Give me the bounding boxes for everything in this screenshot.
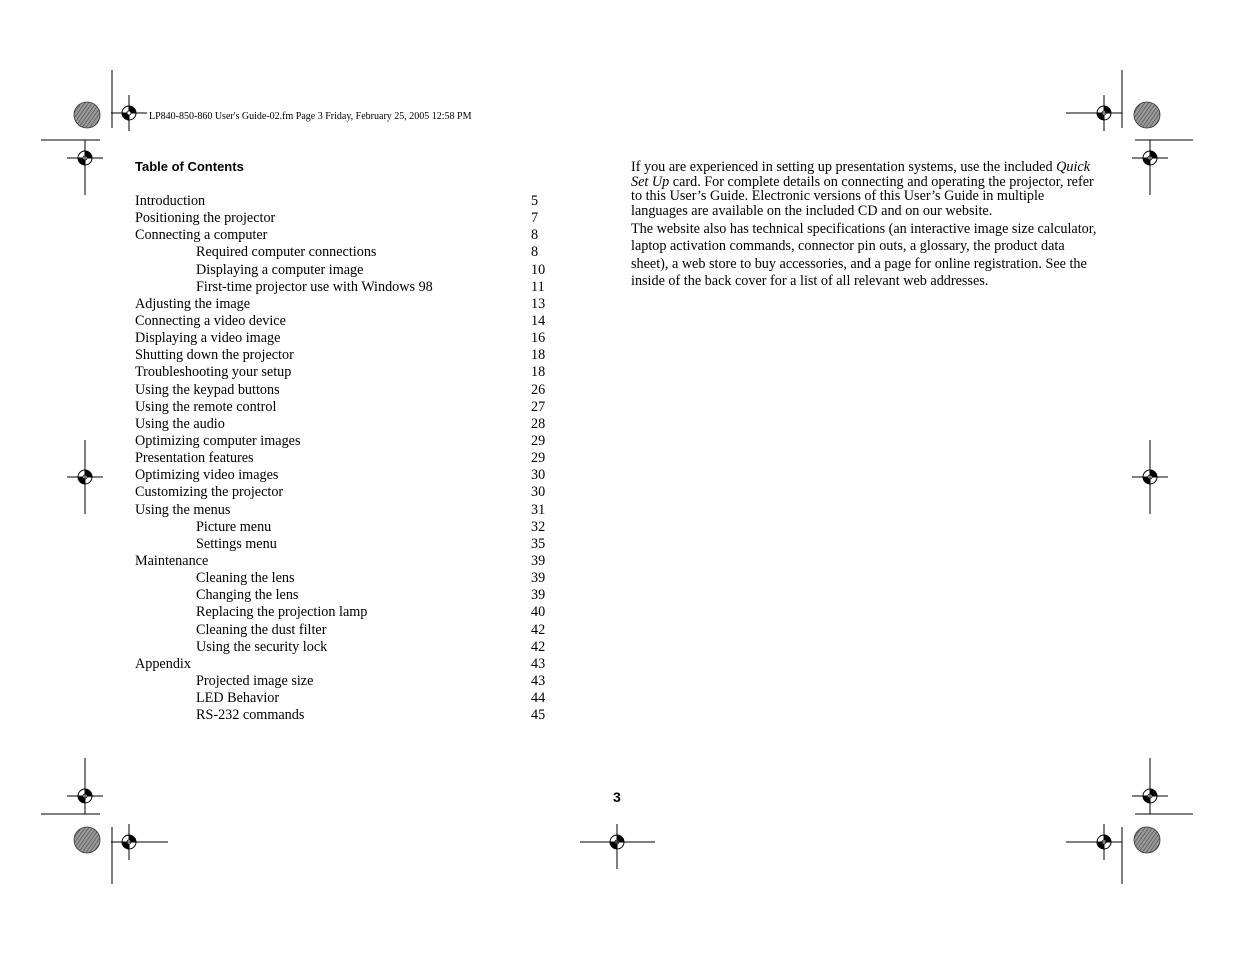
intro-p1-start: If you are experienced in setting up presentation systems, use the included [631, 159, 1057, 175]
toc-entry-page: 8 [531, 244, 539, 261]
toc-entry-page: 40 [531, 604, 546, 621]
toc-entry-page: 13 [531, 295, 546, 312]
toc-entry [135, 502, 555, 519]
toc-entry-title: Using the security lock [196, 638, 328, 655]
toc-entry-title: Appendix [135, 655, 191, 672]
toc-entry [135, 587, 555, 604]
toc-entry-title: Required computer connections [196, 244, 377, 261]
toc-entry-title: Introduction [135, 193, 206, 209]
toc-entry-title: Replacing the projection lamp [196, 604, 368, 621]
toc-entry-title: Cleaning the lens [196, 570, 295, 587]
toc-entry [135, 347, 555, 364]
toc-entry-page: 29 [531, 432, 546, 449]
toc-entry [135, 604, 555, 621]
toc-entry [135, 707, 555, 724]
intro-paragraph-1 [631, 160, 1101, 218]
toc-entry [135, 622, 555, 639]
toc-entry [135, 519, 555, 536]
toc-entry-page: 16 [531, 330, 546, 347]
quick-set-up-title: Quick Set Up [631, 159, 1090, 190]
intro-text [631, 160, 1101, 291]
toc-entry-title: Shutting down the projector [135, 347, 294, 364]
toc-heading: Table of Contents [135, 159, 244, 174]
toc-entry-title: Using the remote control [135, 398, 277, 415]
toc-entry [135, 296, 555, 313]
toc-entry [135, 690, 555, 707]
toc-entry-title: LED Behavior [196, 690, 280, 707]
toc-entry-page: 11 [531, 278, 545, 295]
toc-entry [135, 673, 555, 690]
toc-entry [135, 313, 555, 330]
toc-entry-title: Using the audio [135, 415, 225, 432]
toc-entry-title: Connecting a video device [135, 312, 286, 329]
toc-entry-page: 26 [531, 381, 546, 398]
toc-entry-page: 39 [531, 587, 546, 604]
toc-entry-title: Displaying a computer image [196, 261, 364, 278]
toc-entry [135, 467, 555, 484]
toc-entry [135, 210, 555, 227]
intro-paragraph-2: The website also has technical specifications (an interactive image size calculator, laptop activation commands, connector pin outs, a glossary, the product data sheet), a web store to buy accessories, and a page for online registration. See the inside of the back cover for a list of all relevant web addresses. [631, 221, 1097, 290]
file-info-header: LP840-850-860 User's Guide-02.fm Page 3 Friday, February 25, 2005 12:58 PM [149, 111, 472, 122]
toc-entry [135, 416, 555, 433]
toc-entry-page: 5 [531, 193, 539, 209]
toc-entry-page: 43 [531, 655, 546, 672]
toc-entry [135, 244, 555, 261]
toc-entry-title: Picture menu [196, 518, 272, 535]
toc-entry-title: Customizing the projector [135, 484, 284, 501]
toc-entry-page: 44 [531, 690, 546, 707]
toc-entry-title: Optimizing computer images [135, 432, 301, 449]
toc-entry-page: 45 [531, 707, 546, 724]
toc-entry [135, 399, 555, 416]
toc-entry-page: 39 [531, 570, 546, 587]
toc-entry [135, 364, 555, 381]
toc-entry [135, 433, 555, 450]
toc-entry-page: 30 [531, 484, 546, 501]
toc-entry-title: Displaying a video image [135, 330, 281, 347]
toc-entry-page: 8 [531, 227, 539, 244]
toc-entry [135, 279, 555, 296]
toc-entry-page: 42 [531, 638, 546, 655]
toc-entry-title: Adjusting the image [135, 295, 251, 312]
toc-entry [135, 536, 555, 553]
toc-entry-title: Troubleshooting your setup [135, 364, 292, 381]
toc-entry-title: Cleaning the dust filter [196, 621, 327, 638]
page-number: 3 [613, 789, 621, 805]
table-of-contents [135, 193, 555, 724]
toc-entry-page: 10 [531, 261, 546, 278]
toc-entry-title: RS-232 commands [196, 707, 305, 724]
toc-entry [135, 570, 555, 587]
toc-entry-page: 35 [531, 535, 546, 552]
toc-entry-title: Presentation features [135, 450, 254, 467]
toc-entry-title: Maintenance [135, 552, 209, 569]
toc-entry-page: 18 [531, 347, 546, 364]
toc-entry [135, 382, 555, 399]
toc-entry-title: Optimizing video images [135, 467, 279, 484]
toc-entry-page: 18 [531, 364, 546, 381]
toc-entry [135, 227, 555, 244]
toc-entry-title: Connecting a computer [135, 227, 268, 244]
toc-entry-page: 29 [531, 450, 546, 467]
toc-entry [135, 262, 555, 279]
toc-entry-page: 27 [531, 398, 546, 415]
toc-entry-title: Changing the lens [196, 587, 299, 604]
toc-entry-page: 32 [531, 518, 546, 535]
toc-entry-page: 7 [531, 210, 539, 227]
toc-entry [135, 193, 555, 210]
toc-entry-page: 31 [531, 501, 546, 518]
toc-entry-title: First-time projector use with Windows 98 [196, 278, 433, 295]
toc-entry-page: 28 [531, 415, 546, 432]
toc-entry-page: 14 [531, 312, 546, 329]
toc-entry [135, 484, 555, 501]
toc-entry [135, 450, 555, 467]
toc-entry-page: 43 [531, 672, 546, 689]
toc-entry-page: 39 [531, 552, 546, 569]
intro-p1-end: card. For complete details on connecting and operating the projector, refer to this User’s Guide. Electronic versions of this User’s Guide in multiple languages are available on the included CD and on our website. [631, 173, 1094, 219]
toc-entry-title: Using the keypad buttons [135, 381, 280, 398]
toc-entry [135, 553, 555, 570]
toc-entry [135, 639, 555, 656]
toc-entry-title: Projected image size [196, 672, 314, 689]
toc-entry [135, 330, 555, 347]
toc-entry [135, 656, 555, 673]
toc-entry-title: Using the menus [135, 501, 231, 518]
toc-entry-title: Settings menu [196, 535, 277, 552]
toc-entry-page: 30 [531, 467, 546, 484]
toc-entry-page: 42 [531, 621, 546, 638]
toc-entry-title: Positioning the projector [135, 210, 276, 227]
